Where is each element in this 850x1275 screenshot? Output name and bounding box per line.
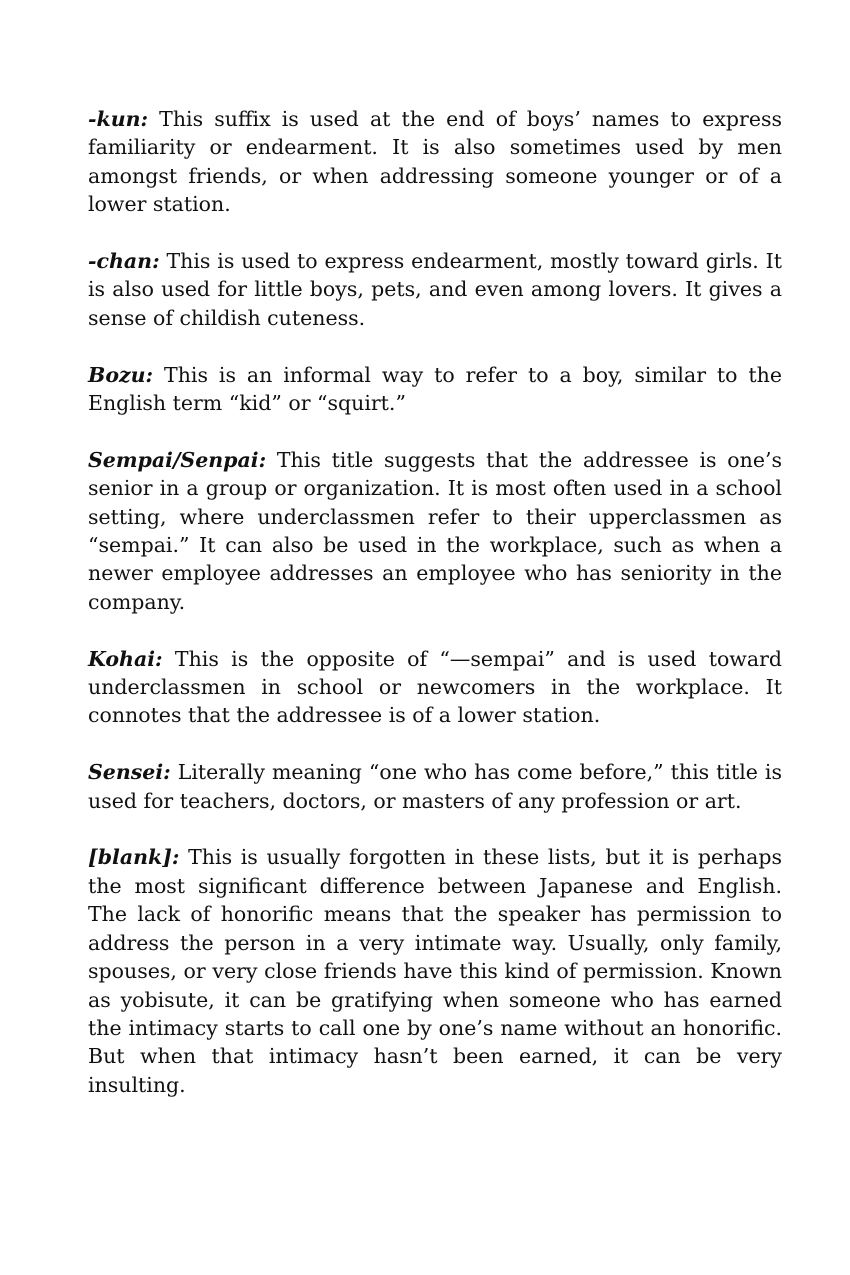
entry-sempai <box>88 446 782 616</box>
definition-blank: This is usually forgotten in these lists, but it is perhaps the most significant difference between Japanese and English. The lack of honorific means that the speaker has permission to address the person in a very intimate way. Usually, only family, spouses, or very close friends have this kind of permission. Known as yobisute, it can be gratifying when someone who has earned the intimacy starts to call one by one’s name without an honorific. But when that intimacy hasn’t been earned, it can be very insulting. <box>88 845 782 1097</box>
entry-bozu <box>88 361 782 418</box>
term-kun: -kun: <box>88 107 149 131</box>
honorifics-page <box>88 105 782 1128</box>
definition-kun: This suffix is used at the end of boys’ names to express familiarity or endearment. It is also sometimes used by men amongst friends, or when addressing someone younger or of a lower station. <box>88 107 782 217</box>
term-chan: -chan: <box>88 249 160 274</box>
entry-sensei <box>88 758 782 815</box>
entry-kun <box>88 105 782 219</box>
entry-kohai <box>88 645 782 730</box>
definition-kohai: This is the opposite of “—sempai” and is used toward underclassmen in school or newcomers in the workplace. It connotes that the addressee is of a lower station. <box>88 646 782 728</box>
definition-sensei: Literally meaning “one who has come before,” this title is used for teachers, doctors, or masters of any profession or art. <box>88 760 782 813</box>
entry-blank <box>88 843 782 1099</box>
term-bozu: Bozu: <box>88 362 154 387</box>
definition-bozu: This is an informal way to refer to a boy, similar to the English term “kid” or “squirt.” <box>88 362 782 416</box>
term-sempai: Sempai/Senpai: <box>88 447 267 472</box>
term-sensei: Sensei: <box>88 760 171 785</box>
entry-chan <box>88 247 782 332</box>
definition-chan: This is used to express endearment, mostly toward girls. It is also used for little boys, pets, and even among lovers. It gives a sense of childish cuteness. <box>88 249 782 330</box>
definition-sempai: This title suggests that the addressee is one’s senior in a group or organization. It is most often used in a school setting, where underclassmen refer to their upperclassmen as “sempai.” It can also be used in the workplace, such as when a newer employee addresses an employee who has seniority in the company. <box>88 447 782 614</box>
term-blank: [blank]: <box>88 845 180 870</box>
term-kohai: Kohai: <box>88 646 163 671</box>
